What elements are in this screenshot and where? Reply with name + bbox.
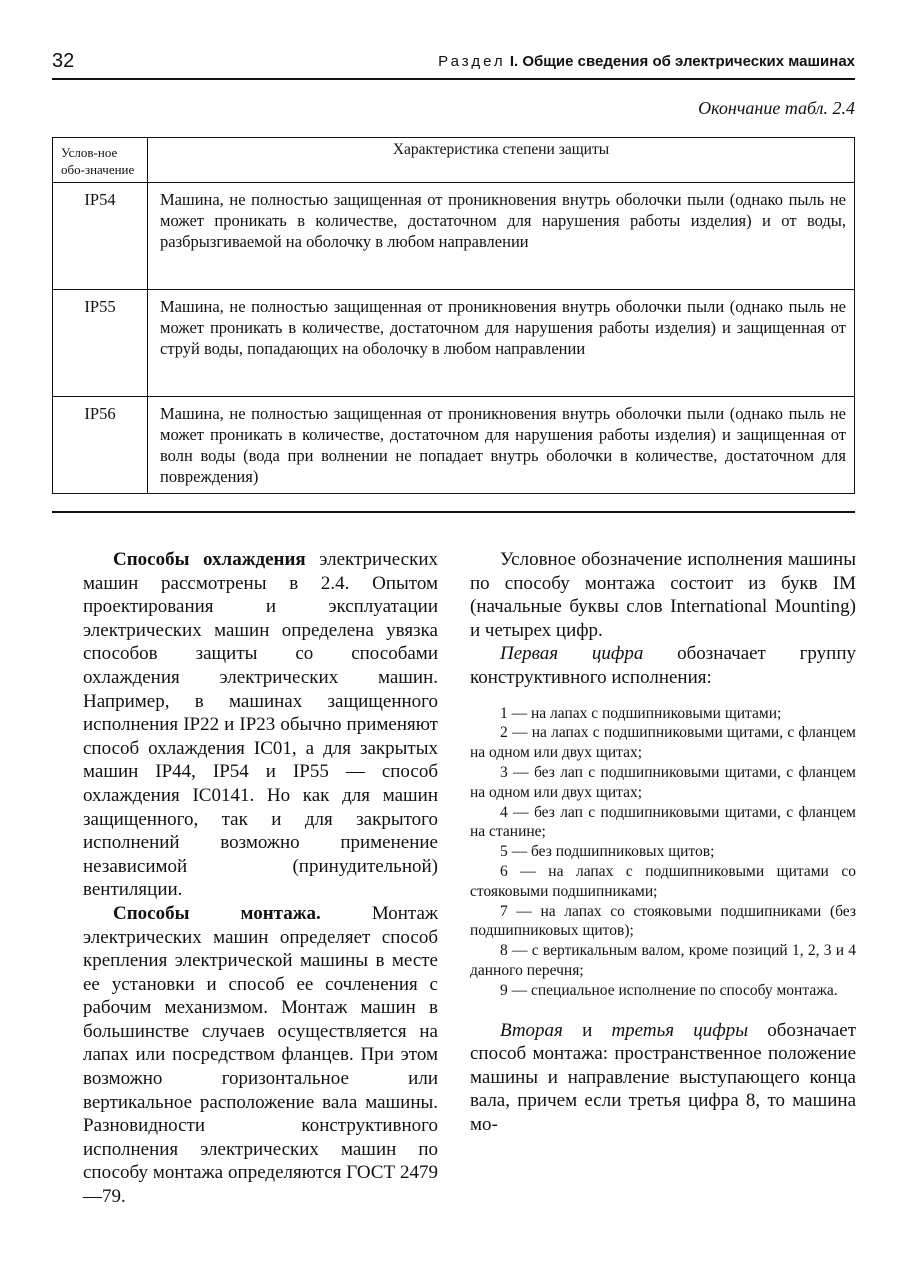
list-item: 8 — с вертикальным валом, кроме позиций 1, 2, 3 и 4 данного перечня; bbox=[470, 942, 856, 979]
header-description: Характеристика степени защиты bbox=[148, 138, 855, 183]
list-item: 4 — без лап с подшипниковыми щитами, с фланцем на станине; bbox=[470, 803, 856, 841]
paragraph-second-third-digit bbox=[470, 1019, 856, 1137]
paragraph-mounting bbox=[83, 902, 438, 1209]
term-mounting: Способы монтажа. bbox=[113, 902, 321, 924]
table-header-row bbox=[53, 138, 855, 183]
table-row bbox=[53, 183, 855, 290]
list-item: 2 — на лапах с подшипниковыми щитами, с фланцем на одном или двух щитах; bbox=[470, 724, 856, 762]
header-code: Услов-ное обо-значение bbox=[53, 138, 148, 183]
table-bottom-rule bbox=[52, 511, 855, 513]
term-third-digit: третья цифры bbox=[611, 1019, 749, 1041]
left-column bbox=[83, 548, 438, 1209]
right-column bbox=[470, 548, 856, 1136]
paragraph-designation: Условное обозначение исполнения машины по способу монтажа состоит из букв IM (начальные буквы слов International Mounting) и четырех цифр. bbox=[470, 549, 856, 641]
list-item: 9 — специальное исполнение по способу монтажа. bbox=[500, 981, 838, 999]
row-code: IP56 bbox=[53, 397, 148, 494]
protection-table bbox=[52, 137, 855, 494]
table-row bbox=[53, 397, 855, 494]
table-caption: Окончание табл. 2.4 bbox=[698, 98, 855, 118]
row-description: Машина, не полностью защищенная от проникновения внутрь оболочки пыли (однако пыль не может проникать в количестве, достаточном для нарушения работы изделия) и от воды, разбрызгиваемой на оболочку в любом направлении bbox=[148, 183, 855, 290]
term-first-digit: Первая цифра bbox=[500, 643, 644, 665]
page-number: 32 bbox=[52, 50, 75, 72]
paragraph-cooling bbox=[83, 548, 438, 902]
row-code: IP55 bbox=[53, 290, 148, 397]
digit-list bbox=[470, 704, 856, 1001]
text-first-digit: обозначает группу конструктивного исполнения: bbox=[470, 643, 856, 688]
row-description: Машина, не полностью защищенная от проникновения внутрь оболочки пыли (однако пыль не может проникать в количестве, достаточном для нарушения работы изделия) и защищенная от струй воды, попадающих на оболочку в любом направлении bbox=[148, 290, 855, 397]
list-item: 6 — на лапах с подшипниковыми щитами со стояковыми подшипниками; bbox=[470, 862, 856, 900]
term-second: Вторая bbox=[500, 1019, 563, 1041]
paragraph-first-digit bbox=[470, 642, 856, 689]
text-and: и bbox=[562, 1019, 612, 1041]
text-cooling: электрических машин рассмотрены в 2.4. Опытом проектирования и эксплуатации электрических машин определена увязка способов защиты со способами охлаждения электрических машин. Например, в машинах защищенного исполнения IP22 и IP23 обычно применяют способ охлаждения IC01, а для закрытых машин IP44, IP54 и IP55 — способ охлаждения IC0141. Но как для машин защищенного, так и для закрытого исполнений возможно применение независимой (принудительной) вентиляции. bbox=[83, 549, 438, 901]
running-head bbox=[438, 53, 855, 70]
list-item: 3 — без лап с подшипниковыми щитами, с фланцем на одном или двух щитах; bbox=[470, 763, 856, 801]
text-second-third: обозначает способ монтажа: пространственное положение машины и направление выступающего конца вала, причем если третья цифра 8, то машина мо- bbox=[470, 1019, 856, 1135]
section-title: I. Общие сведения об электрических машинах bbox=[509, 53, 855, 70]
list-item: 5 — без подшипниковых щитов; bbox=[500, 843, 715, 861]
text-mounting: Монтаж электрических машин определяет способ крепления электрической машины в месте ее установки и способ ее сочленения с рабочим механизмом. Монтаж машин в большинстве случаев осуществляется на лапах или посредством фланцев. При этом возможно горизонтальное или вертикальное расположение вала машины. Разновидности конструктивного исполнения электрических машин по способу монтажа определяются ГОСТ 2479—79. bbox=[83, 902, 439, 1208]
row-code: IP54 bbox=[53, 183, 148, 290]
term-cooling: Способы охлаждения bbox=[113, 549, 306, 570]
row-description: Машина, не полностью защищенная от проникновения внутрь оболочки пыли (однако пыль не может проникать в количестве, достаточном для нарушения работы изделия) и защищенная от волн воды (вода при волнении не попадает внутрь оболочки в количестве, достаточном для повреждения) bbox=[148, 397, 855, 494]
list-item: 1 — на лапах с подшипниковыми щитами; bbox=[500, 704, 782, 722]
table-row bbox=[53, 290, 855, 397]
section-word: Раздел bbox=[438, 53, 506, 70]
list-item: 7 — на лапах со стояковыми подшипниками (без подшипниковых щитов); bbox=[470, 902, 856, 940]
page-header bbox=[52, 50, 855, 80]
